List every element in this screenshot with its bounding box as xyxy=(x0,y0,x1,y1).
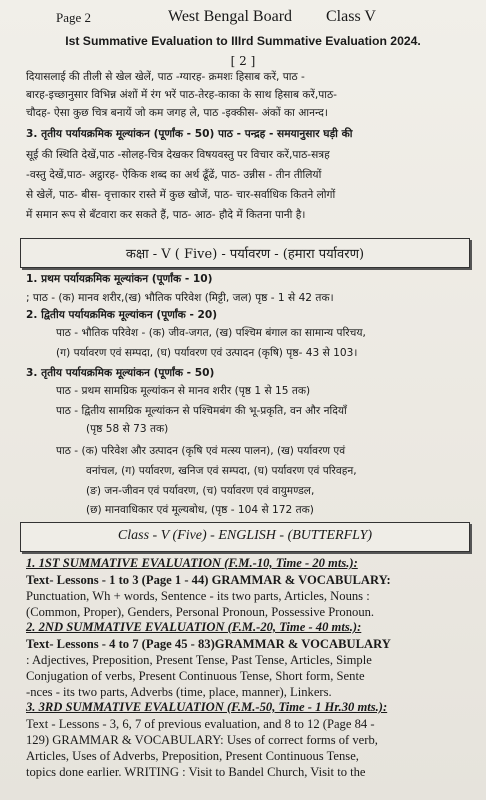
hindi-line: दियासलाई की तीली से खेल खेलें, पाठ -ग्यारह- क्रमशः हिसाब करें, पाठ - xyxy=(26,71,305,83)
english-eval-heading-1: 1. 1ST SUMMATIVE EVALUATION (F.M.-10, Time - 20 mts.): xyxy=(26,556,358,570)
english-line: Text- Lessons - 1 to 3 (Page 1 - 44) GRAMMAR & VOCABULARY: xyxy=(26,573,391,587)
evs-line: (ग) पर्यावरण एवं सम्पदा, (घ) पर्यावरण एवं उत्पादन (कृषि) पृष्ठ- 43 से 103। xyxy=(56,347,358,359)
evs-line: ; पाठ - (क) मानव शरीर,(ख) भौतिक परिवेश (मिट्टी, जल) पृष्ठ - 1 से 42 तक। xyxy=(26,292,334,304)
evs-class-box xyxy=(20,238,470,268)
english-line: 129) GRAMMAR & VOCABULARY: Uses of correct forms of verb, xyxy=(26,733,378,747)
page-header xyxy=(0,8,486,30)
hindi-section-heading: 3. तृतीय पर्यायक्रमिक मूल्यांकन (पूर्णांक - 50) पाठ - पन्द्रह - समयानुसार घड़ी की xyxy=(26,128,353,140)
hindi-line: बारह-इच्छानुसार विभिन्न अंशों में रंग भरें पाठ-तेरह-काका के साथ हिसाब करें,पाठ- xyxy=(26,89,337,101)
evs-line: (पृष्ठ 58 से 73 तक) xyxy=(86,423,169,435)
hindi-line: में समान रूप से बँटवारा कर सकते हैं, पाठ- आठ- हौदे में कितना पानी है। xyxy=(26,209,306,221)
english-line: Articles, Uses of Adverbs, Preposition, Present Continuous Tense, xyxy=(26,749,359,763)
english-eval-heading-3: 3. 3RD SUMMATIVE EVALUATION (F.M.-50, Time - 1 Hr.30 mts.): xyxy=(26,700,388,714)
english-line: topics done earlier. WRITING : Visit to Bandel Church, Visit to the xyxy=(26,765,366,779)
evs-line: (ङ) जन-जीवन एवं पर्यावरण, (च) पर्यावरण एवं वायुमण्डल, xyxy=(86,485,315,497)
evs-eval-heading: 1. प्रथम पर्यायक्रमिक मूल्यांकन (पूर्णांक - 10) xyxy=(26,273,213,285)
english-line: (Common, Proper), Genders, Personal Pronoun, Possessive Pronoun. xyxy=(26,605,375,619)
evs-line: पाठ - (क) परिवेश और उत्पादन (कृषि एवं मत्स्य पालन), (ख) पर्यावरण एवं xyxy=(56,445,346,457)
class-name: Class V xyxy=(326,8,376,25)
hindi-line: -वस्तु देखें,पाठ- अट्ठारह- ऐकिक शब्द का अर्थ ढूँढें, पाठ- उन्नीस - तीन तीलियों xyxy=(26,169,322,181)
english-line: Punctuation, Wh + words, Sentence - its two parts, Articles, Nouns : xyxy=(26,589,370,603)
evs-line: पाठ - भौतिक परिवेश - (क) जीव-जगत, (ख) पश्चिम बंगाल का सामान्य परिचय, xyxy=(56,327,366,339)
english-class-box xyxy=(20,522,470,552)
hindi-line: से खेलें, पाठ- बीस- वृत्ताकार रास्ते में कुछ खोजें, पाठ- चार-सर्वाधिक कितने लोगों xyxy=(26,189,336,201)
english-line: : Adjectives, Preposition, Present Tense, Past Tense, Articles, Simple xyxy=(26,653,372,667)
evs-class-title: कक्षा - V ( Five) - पर्यावरण - (हमारा पर्यावरण) xyxy=(125,247,365,262)
english-line: Text- Lessons - 4 to 7 (Page 45 - 83)GRAMMAR & VOCABULARY xyxy=(26,637,391,651)
english-line: -nces - its two parts, Adverbs (time, place, manner), Linkers. xyxy=(26,685,332,699)
hindi-line: सूई की स्थिति देखें,पाठ -सोलह-चित्र देखकर विषयवस्तु पर विचार करें,पाठ-सत्रह xyxy=(26,149,330,161)
english-line: Text - Lessons - 3, 6, 7 of previous evaluation, and 8 to 12 (Page 84 - xyxy=(26,717,375,731)
board-name: West Bengal Board xyxy=(168,8,293,25)
page-marker: [ 2 ] xyxy=(230,54,256,68)
page-number: Page 2 xyxy=(56,10,92,25)
subtitle: Ist Summative Evaluation to IIIrd Summative Evaluation 2024. xyxy=(65,34,421,48)
evs-line: (छ) मानवाधिकार एवं मूल्यबोध, (पृष्ठ - 104 से 172 तक) xyxy=(86,504,314,516)
english-class-title: Class - V (Five) - ENGLISH - (BUTTERFLY) xyxy=(117,528,373,543)
evs-eval-heading: 2. द्वितीय पर्यायक्रमिक मूल्यांकन (पूर्णांक - 20) xyxy=(26,309,218,321)
english-eval-heading-2: 2. 2ND SUMMATIVE EVALUATION (F.M.-20, Time - 40 mts.): xyxy=(26,620,362,634)
hindi-line: चौदह- ऐसा कुछ चित्र बनायें जो कम जगह ले, पाठ -इक्कीस- अंकों का आनन्द। xyxy=(26,107,328,119)
english-line: Conjugation of verbs, Present Continuous Tense, Short form, Sente xyxy=(26,669,365,683)
evs-eval-heading: 3. तृतीय पर्यायक्रमिक मूल्यांकन (पूर्णांक - 50) xyxy=(26,367,215,379)
evs-line: वनांचल, (ग) पर्यावरण, खनिज एवं सम्पदा, (घ) पर्यावरण एवं परिवहन, xyxy=(86,465,357,477)
evs-line: पाठ - द्वितीय सामग्रिक मूल्यांकन से पश्चिमबंग की भू-प्रकृति, वन और नदियाँ xyxy=(56,405,347,417)
evs-line: पाठ - प्रथम सामग्रिक मूल्यांकन से मानव शरीर (पृष्ठ 1 से 15 तक) xyxy=(56,385,311,397)
